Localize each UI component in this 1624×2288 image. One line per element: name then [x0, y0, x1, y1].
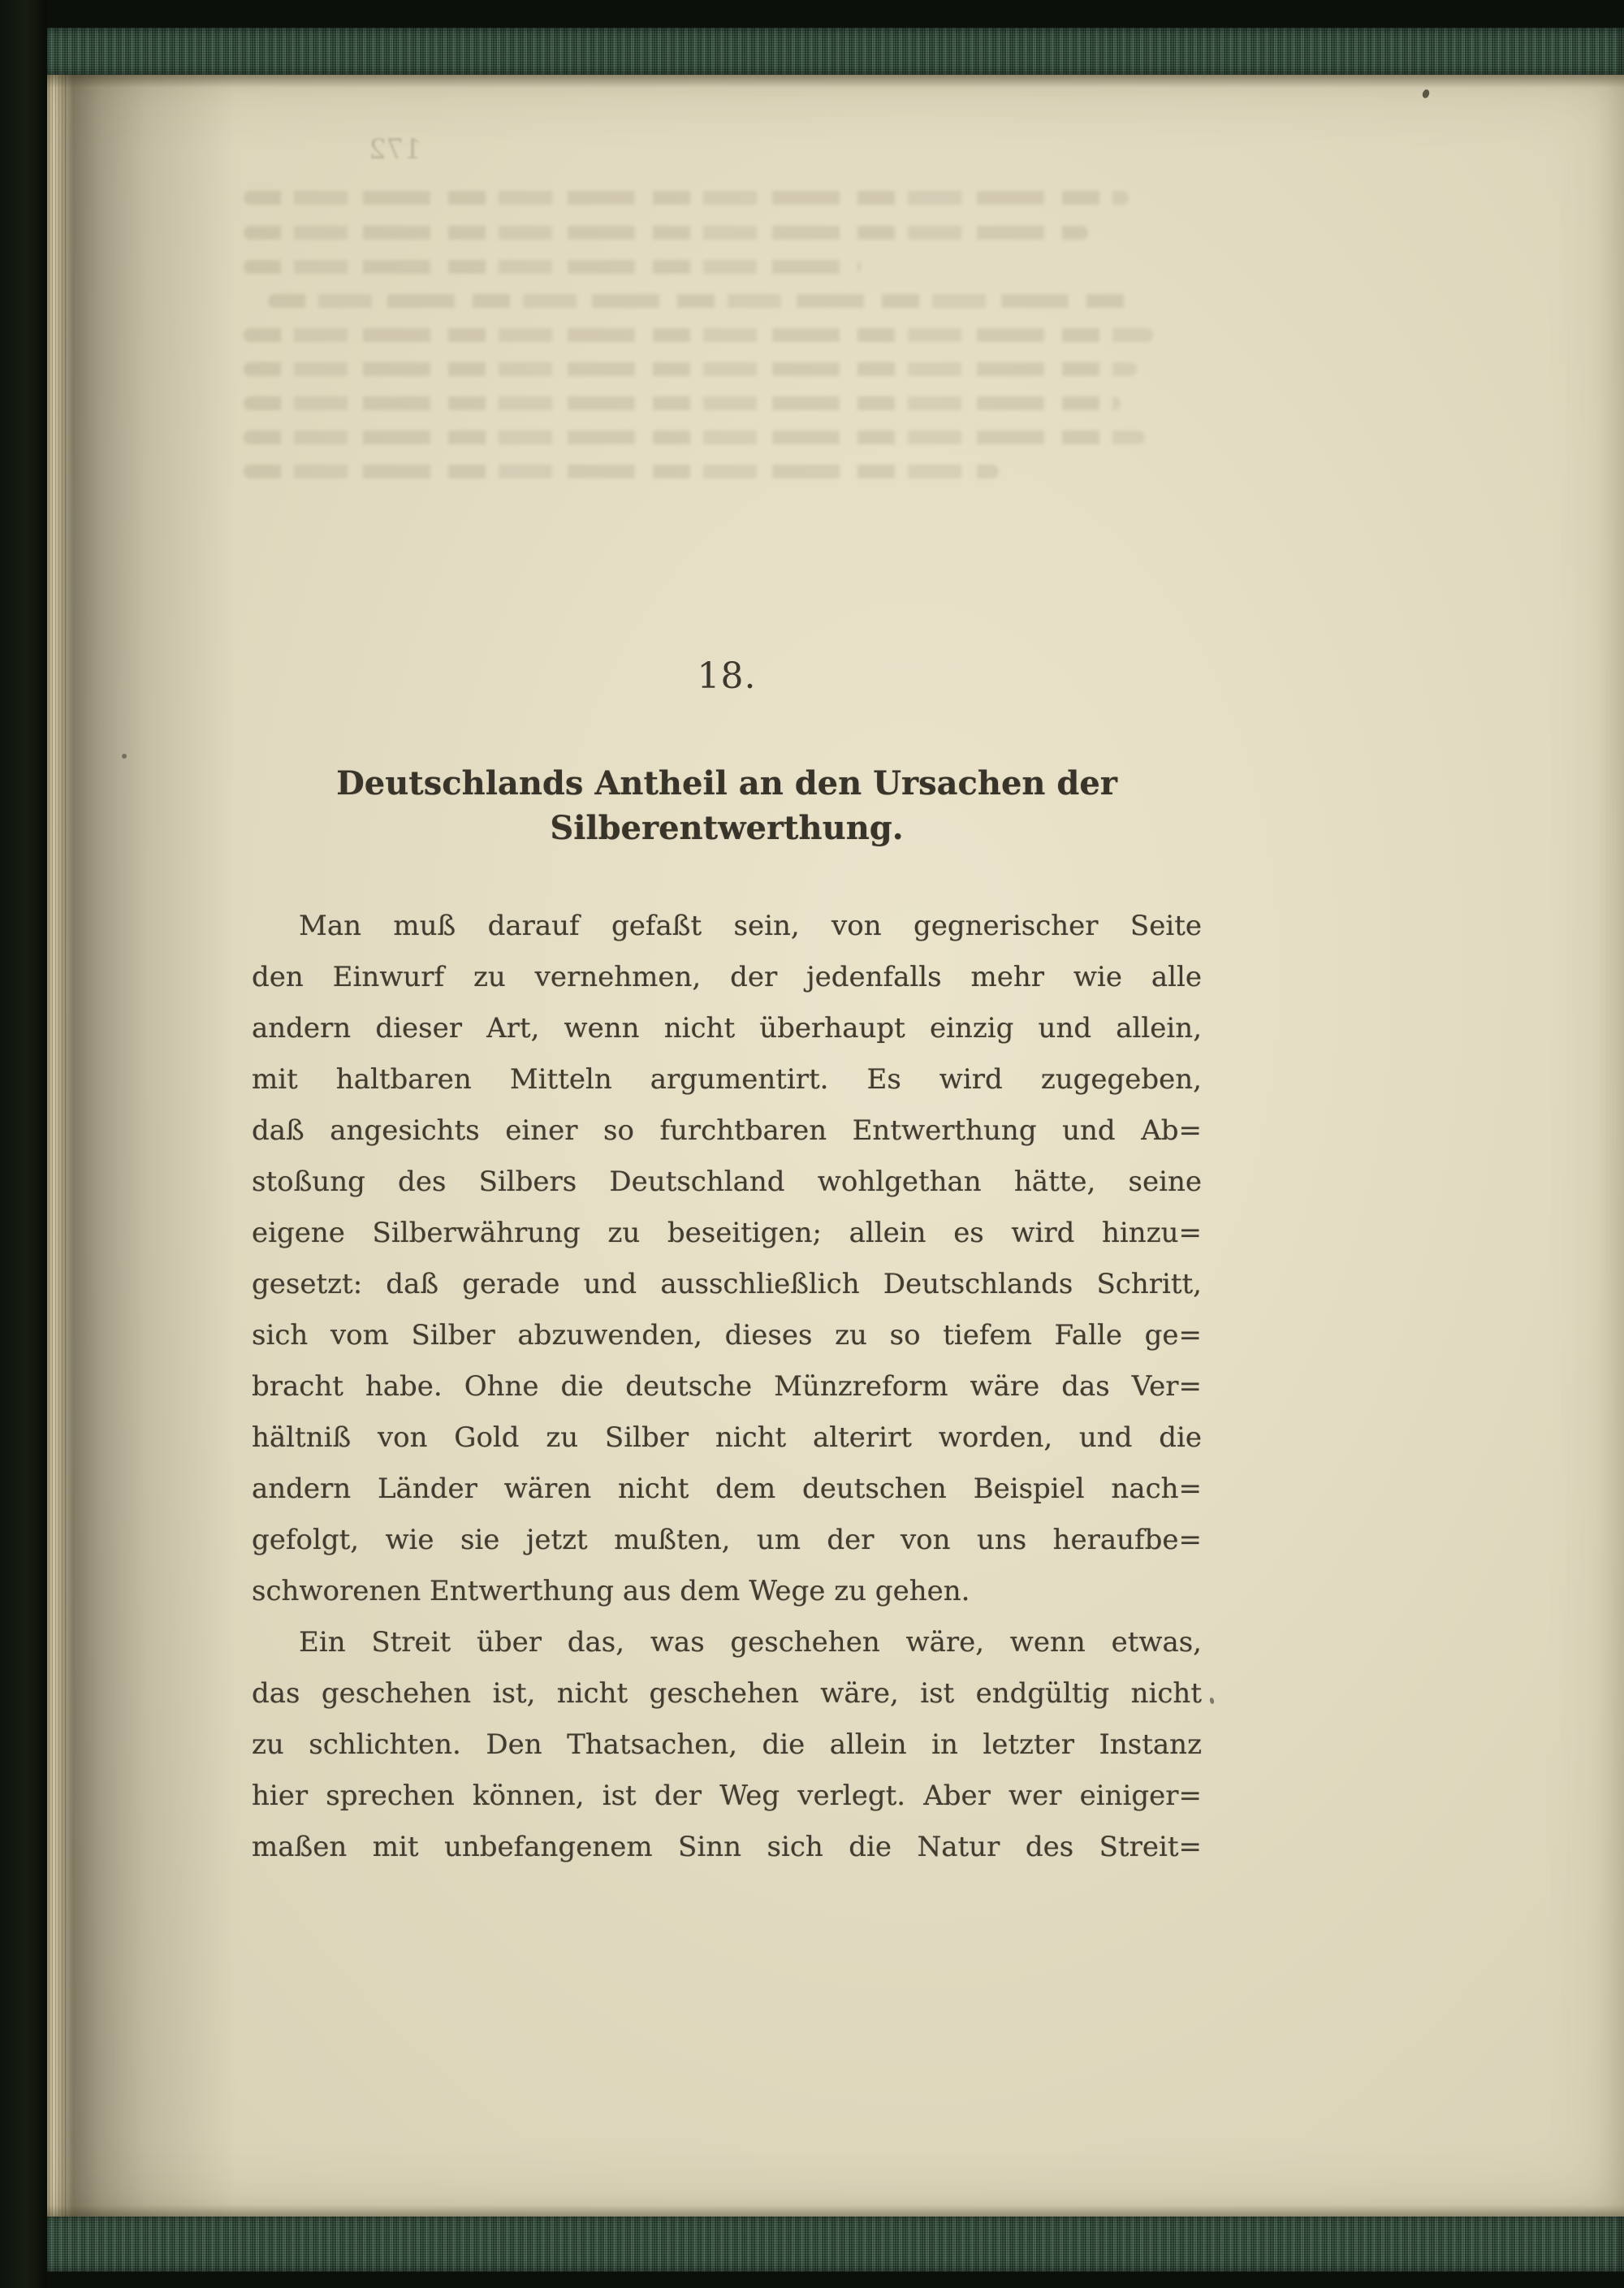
text-line: Ein Streit über das, was geschehen wäre, wenn etwas,	[299, 1626, 1202, 1659]
showthrough-page-number: 172	[369, 133, 421, 166]
book-cover-cloth-bottom	[0, 2215, 1624, 2272]
text-line: maßen mit unbefangenem Sinn sich die Natur des Streit=	[252, 1831, 1202, 1863]
book-spine	[0, 0, 47, 2288]
page-vignette	[42, 75, 1624, 2217]
heading-line-2: Silberentwerthung.	[550, 809, 904, 847]
text-line: hier sprechen können, ist der Weg verlegt. Aber wer einiger=	[252, 1780, 1202, 1812]
text-line: zu schlichten. Den Thatsachen, die allein in letzter Instanz	[252, 1728, 1202, 1761]
text-line: stoßung des Silbers Deutschland wohlgethan hätte, seine	[252, 1166, 1202, 1198]
text-line: gesetzt: daß gerade und ausschließlich Deutschlands Schritt,	[252, 1268, 1202, 1300]
text-line: das geschehen ist, nicht geschehen wäre, ist endgültig nicht	[252, 1677, 1202, 1710]
text-line: eigene Silberwährung zu beseitigen; allein es wird hinzu=	[252, 1217, 1202, 1249]
text-line: gefolgt, wie sie jetzt mußten, um der von uns heraufbe=	[252, 1524, 1202, 1556]
text-line: andern Länder wären nicht dem deutschen Beispiel nach=	[252, 1473, 1202, 1505]
book-cover-cloth-top	[0, 28, 1624, 75]
text-line: mit haltbaren Mitteln argumentirt. Es wird zugegeben,	[252, 1063, 1202, 1096]
heading-line-1: Deutschlands Antheil an den Ursachen der	[336, 764, 1117, 802]
text-line: schworenen Entwerthung aus dem Wege zu gehen.	[252, 1575, 970, 1607]
text-line: hältniß von Gold zu Silber nicht alterirt worden, und die	[252, 1421, 1202, 1454]
book-page	[42, 75, 1624, 2217]
section-number: 18.	[697, 655, 757, 697]
text-line: Man muß darauf gefaßt sein, von gegnerischer Seite	[299, 910, 1202, 942]
text-line: sich vom Silber abzuwenden, dieses zu so tiefem Falle ge=	[252, 1319, 1202, 1352]
text-line: den Einwurf zu vernehmen, der jedenfalls mehr wie alle	[252, 961, 1202, 993]
text-line: andern dieser Art, wenn nicht überhaupt einzig und allein,	[252, 1012, 1202, 1045]
text-line: bracht habe. Ohne die deutsche Münzreform wäre das Ver=	[252, 1370, 1202, 1403]
text-line: daß angesichts einer so furchtbaren Entwerthung und Ab=	[252, 1114, 1202, 1147]
